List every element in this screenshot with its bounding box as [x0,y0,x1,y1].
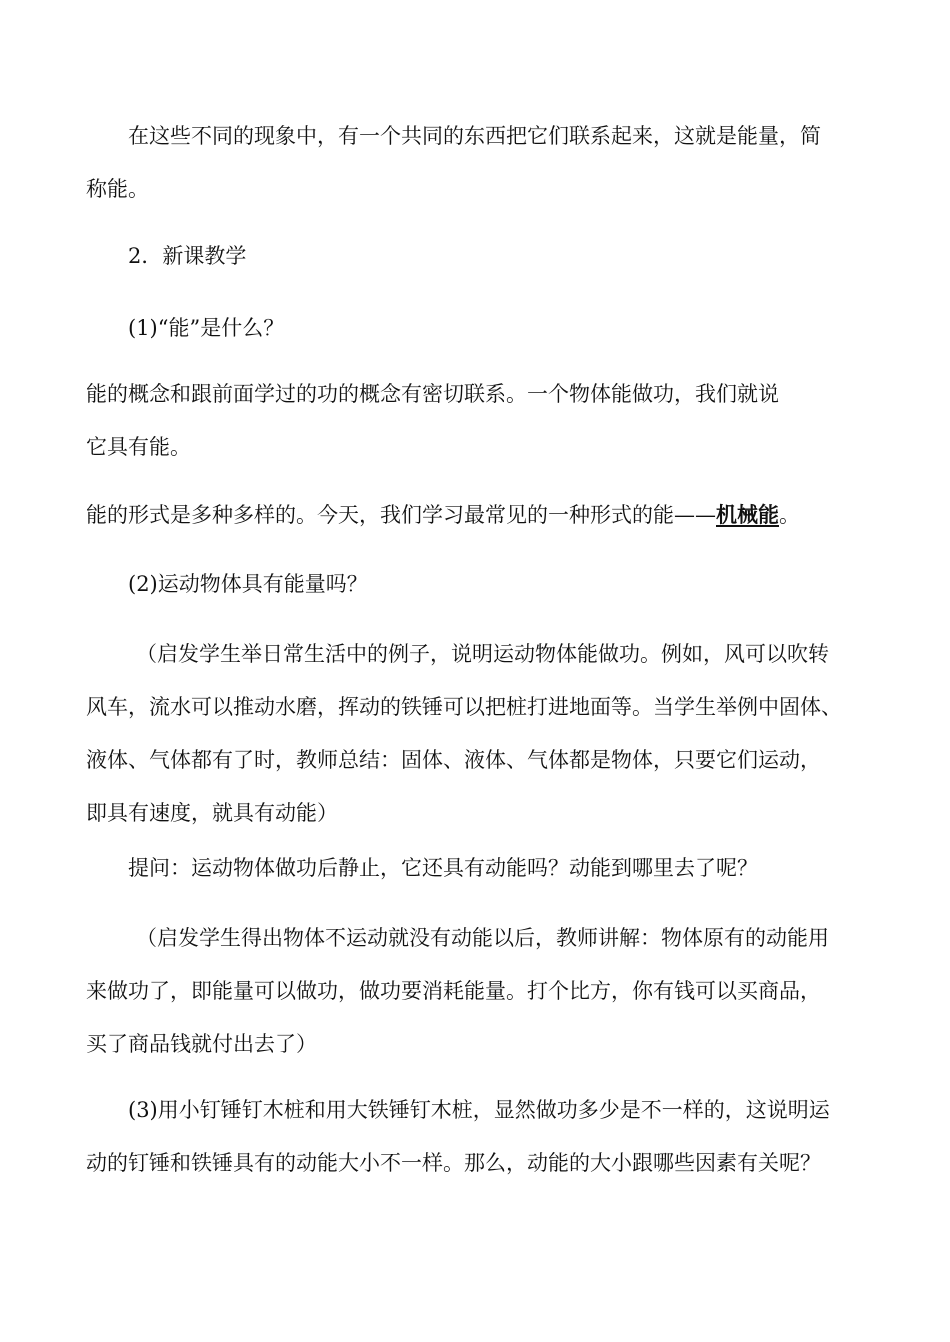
text-line: 即具有速度，就具有动能） [86,801,338,825]
paragraph-energy-definition [86,110,866,216]
paragraph-hammer-comparison [86,1084,866,1190]
text-line [86,488,866,541]
paragraph-question [86,842,866,895]
text-line: （启发学生得出物体不运动就没有动能以后，教师讲解：物体原有的动能用 [136,926,829,950]
text-line: (3)用小钉锤钉木桩和用大铁锤钉木桩，显然做功多少是不一样的，这说明运 [128,1098,830,1122]
paragraph-energy-and-work [86,368,866,474]
text-segment: 能的形式是多种多样的。今天，我们学习最常见的一种形式的能—— [86,503,716,527]
highlighted-term-mechanical-energy: 机械能 [716,502,779,527]
section-heading-new-lesson [86,230,866,283]
text-line: 它具有能。 [86,435,191,459]
text-line: 提问：运动物体做功后静止，它还具有动能吗？动能到哪里去了呢？ [128,856,758,880]
paragraph-examples-kinetic [86,628,866,840]
text-line: 称能。 [86,177,149,201]
text-line: 动的钉锤和铁锤具有的动能大小不一样。那么，动能的大小跟哪些因素有关呢？ [86,1151,821,1175]
text-line: 在这些不同的现象中，有一个共同的东西把它们联系起来，这就是能量，简 [128,124,821,148]
subheading-what-is-energy [86,302,866,355]
text-line: 2．新课教学 [128,244,247,268]
text-line: （启发学生举日常生活中的例子，说明运动物体能做功。例如，风可以吹转 [136,642,829,666]
text-line: (2)运动物体具有能量吗？ [128,572,368,596]
text-line: 来做功了，即能量可以做功，做功要消耗能量。打个比方，你有钱可以买商品， [86,979,821,1003]
text-line: 买了商品钱就付出去了） [86,1032,317,1056]
text-segment: 。 [779,503,800,527]
text-line: 能的概念和跟前面学过的功的概念有密切联系。一个物体能做功，我们就说 [86,382,779,406]
text-line: 液体、气体都有了时，教师总结：固体、液体、气体都是物体，只要它们运动， [86,748,821,772]
text-line: 风车，流水可以推动水磨，挥动的铁锤可以把桩打进地面等。当学生举例中固体、 [86,695,842,719]
subheading-moving-objects [86,558,866,611]
text-line: (1)“能”是什么？ [128,316,285,340]
paragraph-forms-of-energy [86,488,866,541]
paragraph-teacher-explanation [86,912,866,1071]
